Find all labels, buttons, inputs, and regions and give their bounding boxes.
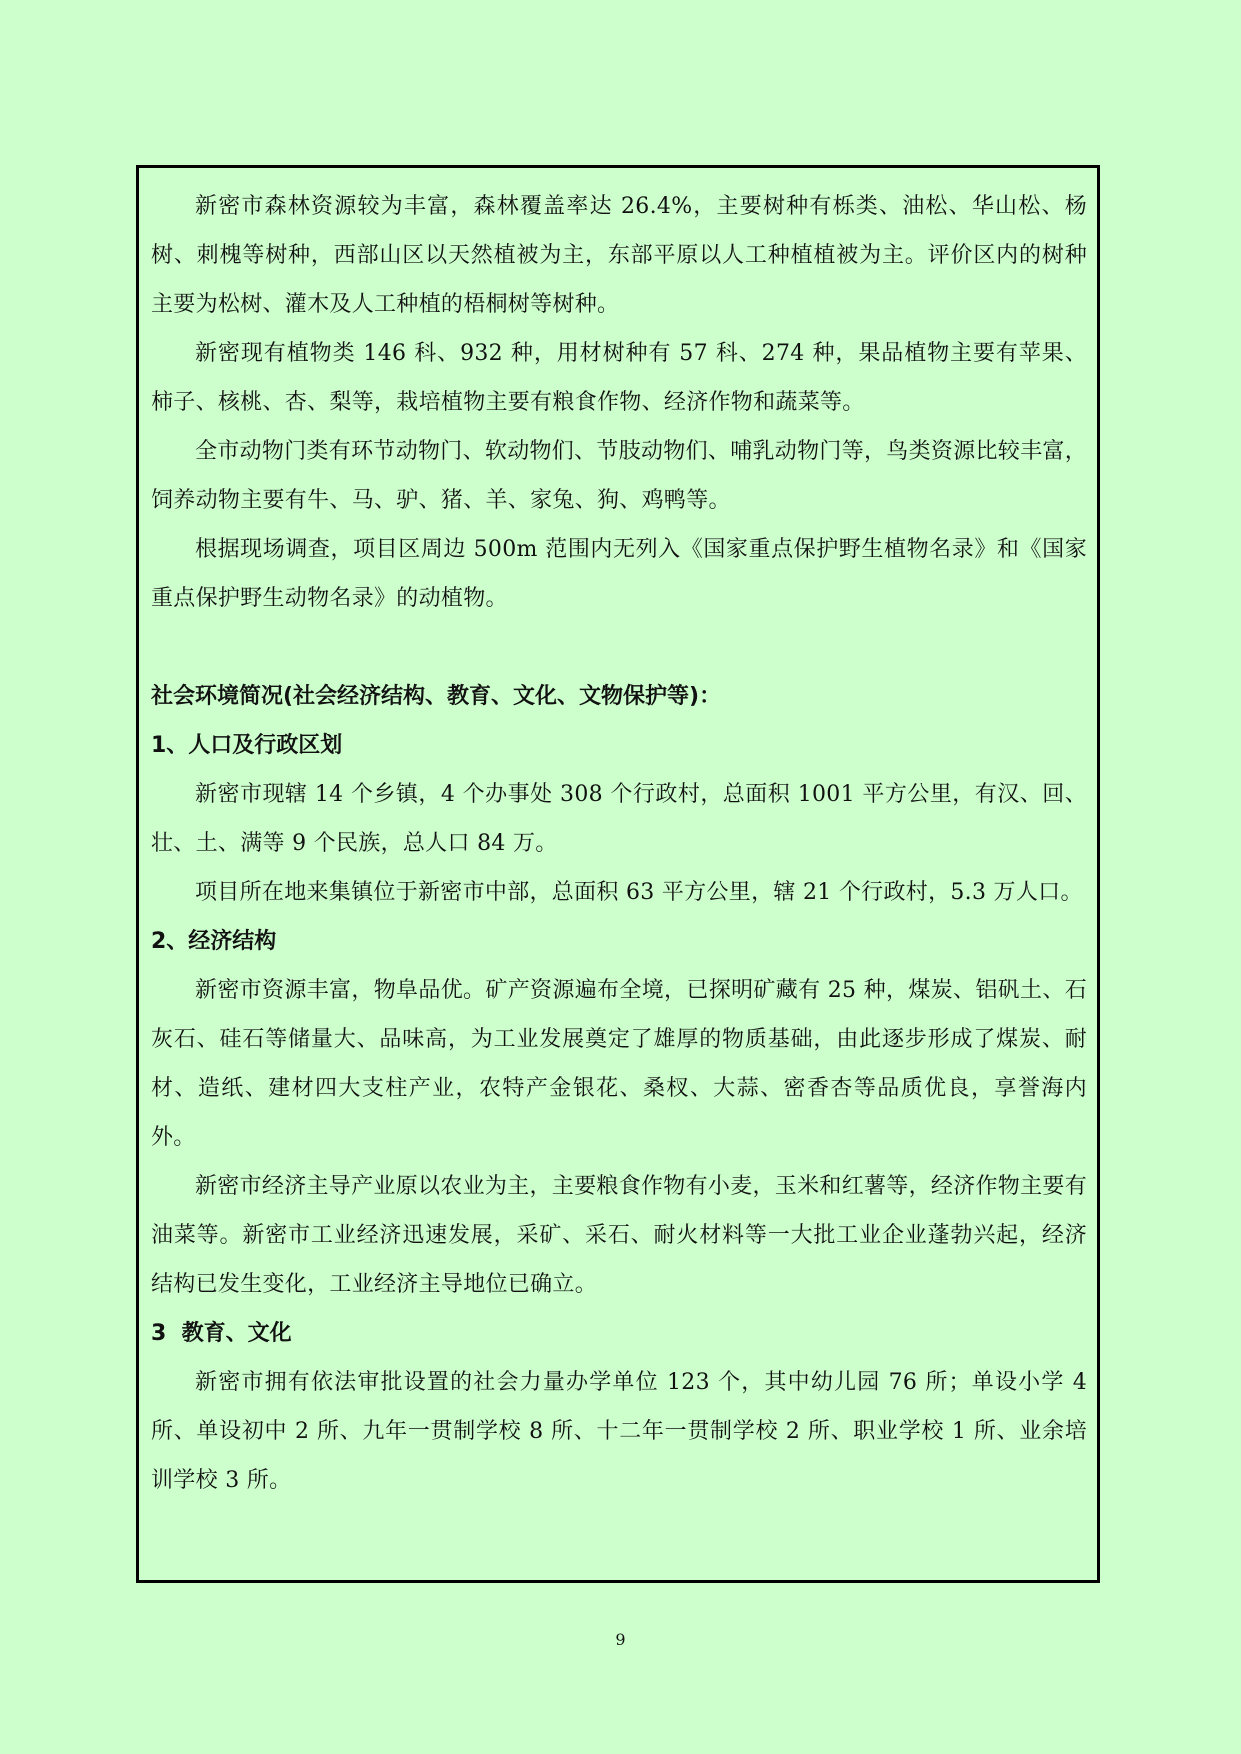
paragraph-forest: 新密市森林资源较为丰富，森林覆盖率达 26.4%，主要树种有栎类、油松、华山松、杨树、刺槐等树种，西部山区以天然植被为主，东部平原以人工种植植被为主。评价区内的树种主要为松树、灌木及人工种植的梧桐树等树种。 [151,194,1087,317]
section-title: 社会环境简况(社会经济结构、教育、文化、文物保护等)： [151,684,722,709]
subsection-title-education: 3 教育、文化 [151,1321,292,1346]
paragraph-survey: 根据现场调查，项目区周边 500m 范围内无列入《国家重点保护野生植物名录》和《国家重点保护野生动物名录》的动植物。 [151,537,1087,611]
paragraph-plants: 新密现有植物类 146 科、932 种，用材树种有 57 科、274 种，果品植物主要有苹果、柿子、核桃、杏、梨等，栽培植物主要有粮食作物、经济作物和蔬菜等。 [151,341,1087,415]
page-number: 9 [615,1630,626,1649]
paragraph-population: 新密市现辖 14 个乡镇，4 个办事处 308 个行政村，总面积 1001 平方公里，有汉、回、壮、土、满等 9 个民族，总人口 84 万。 [151,782,1087,856]
subsection-title-economy: 2、经济结构 [151,929,277,954]
paragraph-town: 项目所在地来集镇位于新密市中部，总面积 63 平方公里，辖 21 个行政村，5.3 万人口。 [195,880,1083,905]
subsection-title-population: 1、人口及行政区划 [151,733,343,758]
paragraph-schools: 新密市拥有依法审批设置的社会力量办学单位 123 个，其中幼儿园 76 所；单设小学 4 所、单设初中 2 所、九年一贯制学校 8 所、十二年一贯制学校 2 所、职业学校 1 所、业余培训学校 3 所。 [151,1370,1087,1493]
paragraph-industry: 新密市经济主导产业原以农业为主，主要粮食作物有小麦，玉米和红薯等，经济作物主要有油菜等。新密市工业经济迅速发展，采矿、采石、耐火材料等一大批工业企业蓬勃兴起，经济结构已发生变化，工业经济主导地位已确立。 [151,1174,1088,1297]
content-frame [136,165,1100,1583]
spacer [151,623,1087,672]
paragraph-resources: 新密市资源丰富，物阜品优。矿产资源遍布全境，已探明矿藏有 25 种，煤炭、铝矾土、石灰石、硅石等储量大、品味高，为工业发展奠定了雄厚的物质基础，由此逐步形成了煤炭、耐材、造纸、建材四大支柱产业，农特产金银花、桑杈、大蒜、密香杏等品质优良，享誉海内外。 [151,978,1087,1150]
paragraph-animals: 全市动物门类有环节动物门、软动物们、节肢动物们、哺乳动物门等，鸟类资源比较丰富，饲养动物主要有牛、马、驴、猪、羊、家兔、狗、鸡鸭等。 [151,439,1088,513]
